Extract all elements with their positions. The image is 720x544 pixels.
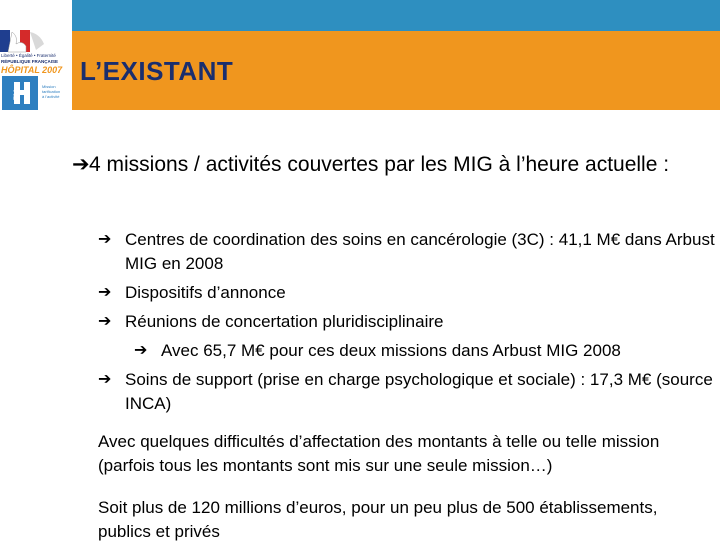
list-item-text: Centres de coordination des soins en cancérologie (3C) : 41,1 M€ dans Arbust MIG en 2008 [125, 230, 715, 273]
list-item-text: Dispositifs d’annonce [125, 283, 286, 302]
paragraph-difficulties: Avec quelques difficultés d’affectation des montants à telle ou telle mission (parfois tous les montants sont mis sur une seule mission…) [98, 432, 660, 475]
list-item-text: Réunions de concertation pluridisciplinaire [125, 312, 444, 331]
sub-list-item-text: Avec 65,7 M€ pour ces deux missions dans Arbust MIG 2008 [161, 341, 621, 360]
list-item-text: Soins de support (prise en charge psychologique et sociale) : 17,3 M€ (source INCA) [125, 370, 713, 413]
svg-text:Liberté • Égalité • Fraternité: Liberté • Égalité • Fraternité [1, 53, 56, 58]
arrow-right-icon: ➔ [98, 284, 112, 301]
main-point-text: 4 missions / activités couvertes par les MIG à l’heure actuelle : [89, 153, 670, 176]
header-divider [66, 0, 72, 110]
svg-text:RÉPUBLIQUE FRANÇAISE: RÉPUBLIQUE FRANÇAISE [1, 59, 59, 64]
paragraph-summary: Soit plus de 120 millions d’euros, pour un peu plus de 500 établissements, publics et privés [98, 498, 658, 541]
header-top-band [72, 0, 720, 31]
list-item [98, 310, 718, 334]
svg-text:HÔPITAL 2007: HÔPITAL 2007 [1, 65, 63, 75]
svg-text:T2A: T2A [14, 88, 20, 100]
main-point [72, 150, 692, 179]
arrow-right-icon: ➔ [72, 153, 90, 176]
svg-text:Mission tarification: Mission tarification à l'activité [42, 84, 61, 99]
slide-title: L’EXISTANT [80, 56, 234, 86]
list-item [98, 228, 718, 276]
list-item [98, 281, 718, 305]
arrow-right-icon: ➔ [98, 371, 112, 388]
bullet-list [98, 228, 718, 421]
hopital-2007-logo [0, 26, 66, 112]
list-item [98, 368, 718, 416]
sub-list-item [98, 339, 718, 363]
arrow-right-icon: ➔ [134, 342, 148, 359]
arrow-right-icon: ➔ [98, 313, 112, 330]
arrow-right-icon: ➔ [98, 231, 112, 248]
